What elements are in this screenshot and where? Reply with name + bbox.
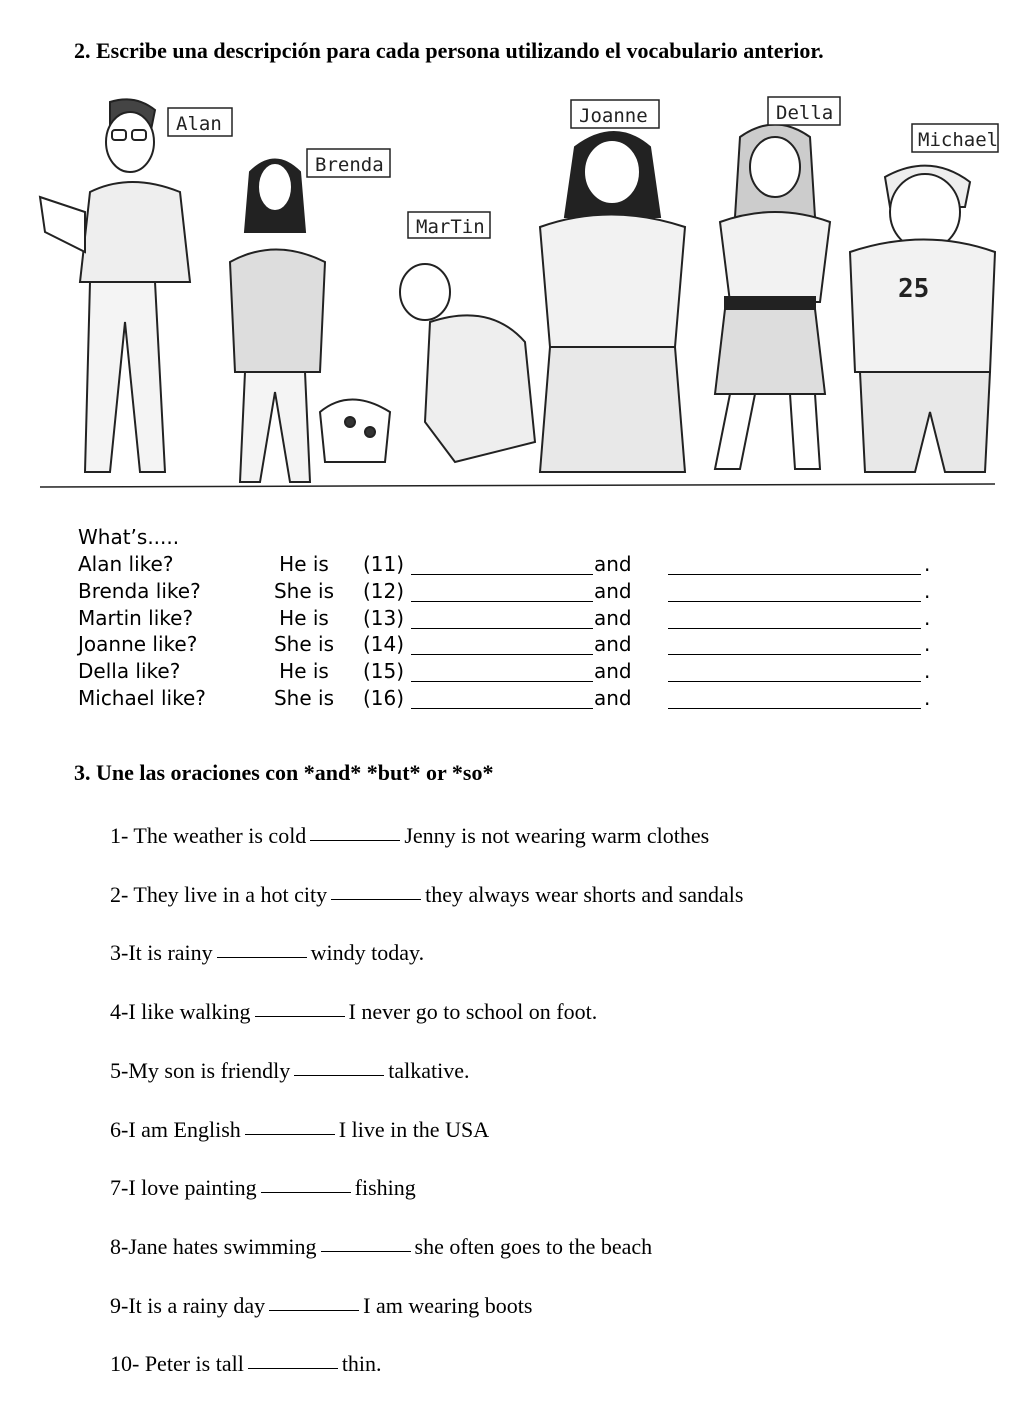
sentence-item <box>110 882 743 908</box>
answer-blank[interactable] <box>668 708 921 709</box>
row-number: (16) <box>363 686 405 710</box>
sentence-item <box>110 1351 382 1377</box>
sentence-end: I never go to school on foot. <box>348 999 598 1025</box>
row-question: Joanne like? <box>78 632 198 657</box>
conjunction-blank[interactable] <box>248 1367 338 1369</box>
end-period: . <box>924 552 931 576</box>
conjunction-blank[interactable] <box>217 956 307 958</box>
answer-blank[interactable] <box>411 681 593 682</box>
conjunction-blank[interactable] <box>255 1015 345 1017</box>
row-question: Michael like? <box>78 686 206 710</box>
sentence-item <box>110 1117 489 1143</box>
row-pronoun: She is <box>273 578 334 603</box>
sentence-item <box>110 1234 652 1260</box>
end-period: . <box>924 632 931 657</box>
and-word: and <box>594 552 632 576</box>
della-figure <box>715 125 830 470</box>
and-word: and <box>594 605 632 630</box>
label-martin: MarTin <box>416 216 485 238</box>
table-row <box>78 659 958 686</box>
row-pronoun: He is <box>279 659 329 684</box>
and-word: and <box>594 578 632 603</box>
martin-figure <box>320 264 535 462</box>
sentence-end: fishing <box>354 1175 416 1201</box>
row-pronoun: She is <box>273 632 334 657</box>
row-number: (14) <box>363 632 405 657</box>
row-number: (11) <box>363 552 405 576</box>
exercise-2-heading: 2. Escribe una descripción para cada persona utilizando el vocabulario anterior. <box>74 38 824 63</box>
row-question: Brenda like? <box>78 578 201 603</box>
and-word: and <box>594 632 632 657</box>
sentence-start: 7-I love painting <box>110 1175 257 1201</box>
brenda-figure <box>230 160 325 483</box>
row-number: (13) <box>363 605 405 630</box>
answer-blank[interactable] <box>668 574 921 575</box>
conjunction-blank[interactable] <box>294 1074 384 1076</box>
michael-figure <box>850 166 995 472</box>
sentence-start: 3-It is rainy <box>110 940 213 966</box>
sentence-end: talkative. <box>388 1057 470 1083</box>
answer-blank[interactable] <box>411 654 593 655</box>
sentence-start: 5-My son is friendly <box>110 1057 291 1083</box>
jersey-number: 25 <box>898 274 930 304</box>
end-period: . <box>924 659 931 684</box>
sentence-end: Jenny is not wearing warm clothes <box>404 823 710 848</box>
row-pronoun: She is <box>273 686 334 710</box>
sentence-end: I am wearing boots <box>363 1292 533 1318</box>
conjunction-blank[interactable] <box>261 1191 351 1193</box>
end-period: . <box>924 686 931 710</box>
sentence-item <box>110 1058 470 1084</box>
sentence-item <box>110 999 597 1025</box>
label-della: Della <box>776 102 834 124</box>
sentence-item <box>110 1175 416 1201</box>
answer-blank[interactable] <box>411 628 593 629</box>
answer-blank[interactable] <box>411 601 593 602</box>
sentence-end: I live in the USA <box>338 1116 490 1142</box>
table-header: What’s..... <box>78 525 180 549</box>
table-row <box>78 632 958 659</box>
sentence-item <box>110 940 424 966</box>
table-row <box>78 606 958 633</box>
and-word: and <box>594 659 632 684</box>
sentence-end: windy today. <box>310 940 425 966</box>
label-michael: Michael <box>918 129 999 151</box>
sentence-end: they always wear shorts and sandals <box>425 881 744 907</box>
sentence-item <box>110 823 709 849</box>
sentence-start: 6-I am English <box>110 1116 241 1142</box>
row-number: (12) <box>363 578 405 603</box>
alan-figure <box>40 99 190 472</box>
joanne-figure <box>540 132 685 472</box>
answer-blank[interactable] <box>668 601 921 602</box>
answer-blank[interactable] <box>411 574 593 575</box>
answer-blank[interactable] <box>411 708 593 709</box>
row-question: Della like? <box>78 659 181 684</box>
table-row <box>78 686 958 713</box>
table-row <box>78 579 958 606</box>
sentence-item <box>110 1293 532 1319</box>
end-period: . <box>924 578 931 603</box>
table-row <box>78 552 958 579</box>
row-number: (15) <box>363 659 405 684</box>
label-joanne: Joanne <box>579 105 648 127</box>
answer-blank[interactable] <box>668 681 921 682</box>
sentence-start: 1- The weather is cold <box>110 823 307 848</box>
conjunction-blank[interactable] <box>245 1133 335 1135</box>
sentence-end: thin. <box>341 1351 382 1377</box>
conjunction-blank[interactable] <box>269 1309 359 1311</box>
sentence-start: 2- They live in a hot city <box>110 881 328 907</box>
row-pronoun: He is <box>279 552 329 576</box>
row-pronoun: He is <box>279 605 329 630</box>
label-alan: Alan <box>176 113 222 135</box>
sentence-start: 4-I like walking <box>110 999 251 1025</box>
conjunction-blank[interactable] <box>321 1250 411 1252</box>
answer-blank[interactable] <box>668 628 921 629</box>
label-brenda: Brenda <box>315 154 384 176</box>
row-question: Alan like? <box>78 552 174 576</box>
answer-blank[interactable] <box>668 654 921 655</box>
row-question: Martin like? <box>78 605 194 630</box>
sentence-start: 10- Peter is tall <box>110 1351 244 1377</box>
sentence-start: 9-It is a rainy day <box>110 1292 266 1318</box>
sentence-end: she often goes to the beach <box>414 1233 653 1259</box>
exercise-3-heading: 3. Une las oraciones con *and* *but* or *so* <box>74 760 494 785</box>
people-illustration <box>30 92 1005 504</box>
conjunction-blank[interactable] <box>331 898 421 900</box>
end-period: . <box>924 605 931 630</box>
conjunction-blank[interactable] <box>310 839 400 841</box>
and-word: and <box>594 686 632 710</box>
sentence-start: 8-Jane hates swimming <box>110 1233 317 1259</box>
